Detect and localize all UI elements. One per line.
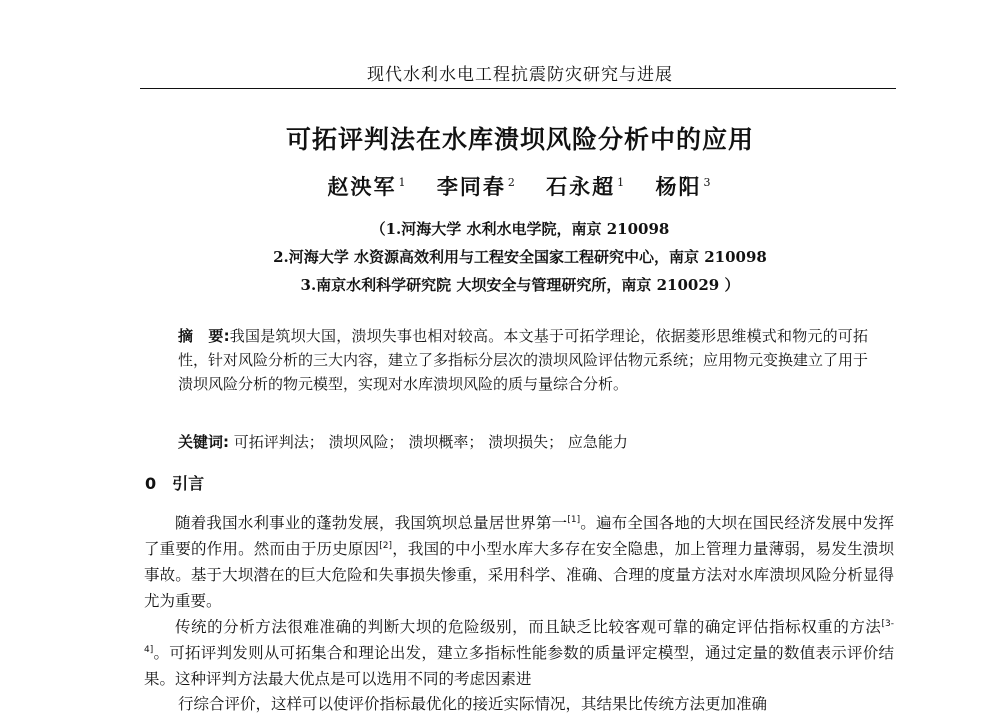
author-affiliation-mark: 2 — [507, 176, 517, 189]
citation-ref: [1] — [567, 514, 581, 525]
text-run: ，我国的中小型水库大多存在安全隐患，加上管理力量薄弱，易发生溃坝事故。基于大坝潜在的巨大危险和失事损失惨重，采用科学、准确、合理的度量方法对水库溃坝风险分析显得尤为重要。 — [144, 540, 894, 610]
abstract-text: 我国是筑坝大国，溃坝失事也相对较高。本文基于可拓学理论，依据菱形思维模式和物元的可拓性，针对风险分析的三大内容，建立了多指标分层次的溃坝风险评估物元系统；应用物元变换建立了用于溃坝风险分析的物元模型，实现对水库溃坝风险的质与量综合分析。 — [178, 327, 869, 393]
section-number: 0 — [145, 474, 157, 493]
author-name: 杨阳 — [655, 174, 702, 199]
author-list — [100, 171, 940, 201]
paper-title: 可拓评判法在水库溃坝风险分析中的应用 — [285, 125, 754, 154]
body-paragraph-3-partial: 行综合评价，这样可以使评价指标最优化的接近实际情况，其结果比传统方法更加准确 — [178, 695, 768, 713]
author — [437, 171, 517, 201]
section-heading — [145, 471, 204, 494]
affiliation-1: （1.河海大学 水利水电学院，南京 210098 — [370, 220, 670, 238]
keywords — [178, 431, 868, 452]
author-name: 李同春 — [436, 174, 506, 199]
text-run: 。遍布全国各地的大坝在国民经济发展中发挥了重要的作用。然而由于历史原因 — [144, 514, 894, 558]
author — [328, 171, 408, 201]
author — [655, 171, 712, 201]
text-run: 。可拓评判发则从可拓集合和理论出发，建立多指标性能参数的质量评定模型，通过定量的数值表示评价结果。这种评判方法最大优点是可以选用不同的考虑因素进 — [144, 644, 894, 688]
abstract — [178, 324, 868, 396]
citation-ref: [3-4] — [144, 618, 894, 655]
author-name: 赵泱军 — [327, 174, 397, 199]
author — [546, 171, 626, 201]
text-run: 随着我国水利事业的蓬勃发展，我国筑坝总量居世界第一 — [175, 514, 568, 532]
body-paragraph-1 — [144, 510, 894, 614]
affiliation-2: 2.河海大学 水资源高效利用与工程安全国家工程研究中心，南京 210098 — [273, 248, 767, 266]
citation-ref: [2] — [379, 540, 393, 551]
section-title: 引言 — [172, 474, 205, 493]
author-affiliation-mark: 1 — [617, 176, 627, 189]
header-rule — [140, 88, 896, 89]
author-affiliation-mark: 3 — [703, 176, 713, 189]
running-head: 现代水利水电工程抗震防灾研究与进展 — [367, 65, 673, 85]
text-run: 传统的分析方法很难准确的判断大坝的危险级别，而且缺乏比较客观可靠的确定评估指标权重的方法 — [175, 618, 882, 636]
abstract-label: 摘 要: — [178, 327, 230, 345]
affiliation-3: 3.南京水利科学研究院 大坝安全与管理研究所，南京 210029 ） — [300, 276, 740, 294]
keywords-label: 关键词: — [178, 433, 229, 451]
keywords-text: 可拓评判法； 溃坝风险； 溃坝概率； 溃坝损失； 应急能力 — [233, 433, 628, 451]
author-name: 石永超 — [546, 174, 616, 199]
author-affiliation-mark: 1 — [398, 176, 408, 189]
body-paragraph-2 — [144, 614, 894, 692]
